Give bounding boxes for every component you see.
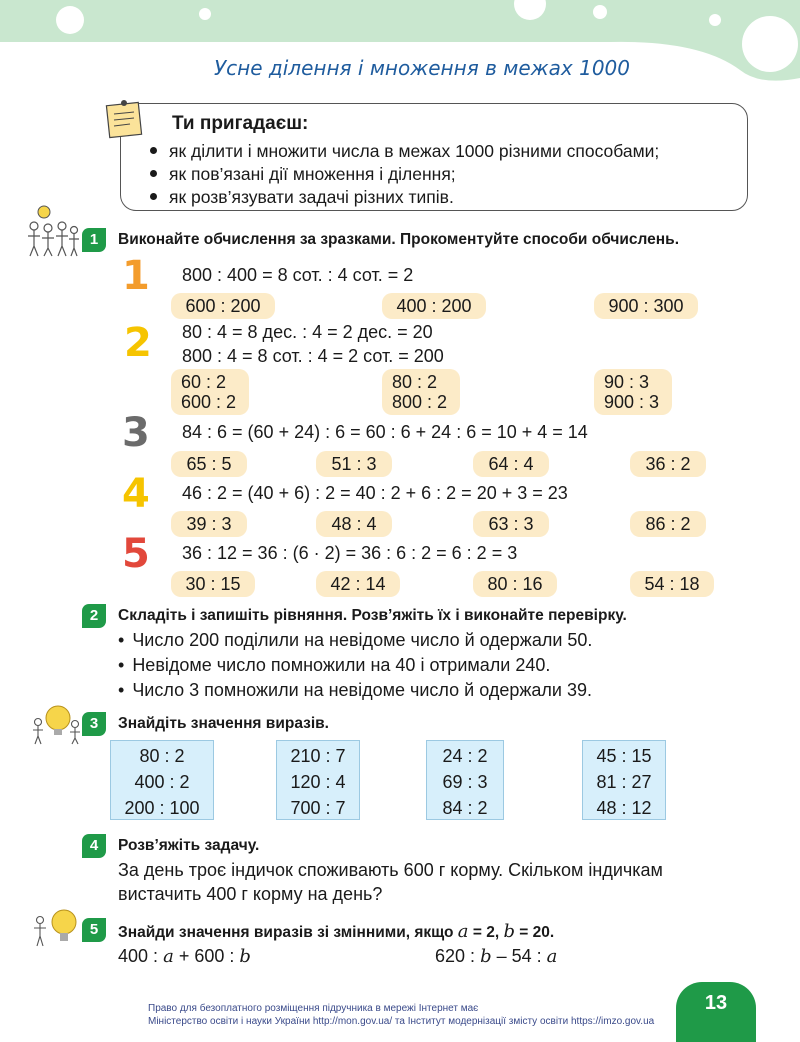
example-line: 800 : 400 = 8 сот. : 4 сот. = 2: [182, 265, 414, 285]
exercise-pill: 400 : 200: [382, 293, 486, 319]
expression-box: 210 : 7 120 : 4 700 : 7: [276, 740, 360, 820]
example-number-3-icon: 3: [122, 410, 150, 456]
task-number-badge: 5: [82, 918, 106, 942]
task-list-item: • Число 3 помножили на невідоме число й одержали 39.: [118, 680, 592, 700]
reminder-item: як ділити і множити числа в межах 1000 різними способами;: [150, 141, 659, 162]
lightbulb-people-icon: [30, 702, 82, 746]
exercise-pill: 63 : 3: [473, 511, 549, 537]
exercise-pill: 39 : 3: [171, 511, 247, 537]
task-instruction: Знайди значення виразів зі змінними, якщо a = 2, b = 20.: [118, 921, 555, 942]
expression-box: 45 : 15 81 : 27 48 : 12: [582, 740, 666, 820]
example-number-5-icon: 5: [122, 531, 150, 577]
exercise-pill: 86 : 2: [630, 511, 706, 537]
exercise-pill: 90 : 3 900 : 3: [594, 369, 672, 415]
expression-box: 80 : 2 400 : 2 200 : 100: [110, 740, 214, 820]
problem-text: вистачить 400 г корму на день?: [118, 884, 383, 904]
task-list-item: • Число 200 поділили на невідоме число й одержали 50.: [118, 630, 593, 650]
exercise-pill: 65 : 5: [171, 451, 247, 477]
exercise-pill: 60 : 2 600 : 2: [171, 369, 249, 415]
exercise-pill: 80 : 16: [473, 571, 557, 597]
sticky-note-icon: [102, 98, 148, 144]
footer-copyright: Право для безоплатного розміщення підручника в мережі Інтернет має Міністерство освіти і науки України http://mon.gov.ua/ та Інститут модернізації змісту освіти https://imzo.gov.ua: [148, 1003, 655, 1027]
lightbulb-person-icon: [30, 906, 82, 950]
exercise-pill: 42 : 14: [316, 571, 400, 597]
exercise-pill: 900 : 300: [594, 293, 698, 319]
exercise-pill: 51 : 3: [316, 451, 392, 477]
example-line: 46 : 2 = (40 + 6) : 2 = 40 : 2 + 6 : 2 = 20 + 3 = 23: [182, 483, 568, 503]
expression-with-variables: 400 : a + 600 : b: [118, 946, 251, 967]
reminder-item: як пов’язані дії множення і ділення;: [150, 164, 456, 185]
reminder-item: як розв’язувати задачі різних типів.: [150, 187, 454, 208]
exercise-pill: 54 : 18: [630, 571, 714, 597]
task-number-badge: 3: [82, 712, 106, 736]
exercise-pill: 48 : 4: [316, 511, 392, 537]
task-number-badge: 1: [82, 228, 106, 252]
example-number-1-icon: 1: [122, 253, 150, 299]
example-line: 36 : 12 = 36 : (6 · 2) = 36 : 6 : 2 = 6 : 2 = 3: [182, 543, 518, 563]
task-instruction: Складіть і запишіть рівняння. Розв’яжіть їх і виконайте перевірку.: [118, 607, 627, 624]
problem-text: За день троє індичок споживають 600 г корму. Скільком індичкам: [118, 860, 663, 880]
example-line: 80 : 4 = 8 дес. : 4 = 2 дес. = 20: [182, 322, 433, 342]
reminder-title: Ти пригадаєш:: [172, 113, 309, 134]
example-line: 84 : 6 = (60 + 24) : 6 = 60 : 6 + 24 : 6 = 10 + 4 = 14: [182, 422, 588, 442]
exercise-pill: 36 : 2: [630, 451, 706, 477]
group-people-icon: [24, 204, 82, 258]
task-instruction: Знайдіть значення виразів.: [118, 715, 329, 732]
page-title: Усне ділення і множення в межах 1000: [213, 56, 630, 80]
exercise-pill: 80 : 2 800 : 2: [382, 369, 460, 415]
example-number-4-icon: 4: [122, 471, 150, 517]
task-instruction: Розв’яжіть задачу.: [118, 837, 260, 854]
exercise-pill: 600 : 200: [171, 293, 275, 319]
example-line: 800 : 4 = 8 сот. : 4 = 2 сот. = 200: [182, 346, 444, 366]
exercise-pill: 30 : 15: [171, 571, 255, 597]
task-number-badge: 2: [82, 604, 106, 628]
example-number-2-icon: 2: [124, 320, 152, 366]
task-number-badge: 4: [82, 834, 106, 858]
expression-box: 24 : 2 69 : 3 84 : 2: [426, 740, 504, 820]
task-list-item: • Невідоме число помножили на 40 і отримали 240.: [118, 655, 551, 675]
expression-with-variables: 620 : b – 54 : a: [435, 946, 558, 967]
page-number: 13: [676, 982, 756, 1042]
task-instruction: Виконайте обчислення за зразками. Прокоментуйте способи обчислень.: [118, 231, 680, 248]
exercise-pill: 64 : 4: [473, 451, 549, 477]
